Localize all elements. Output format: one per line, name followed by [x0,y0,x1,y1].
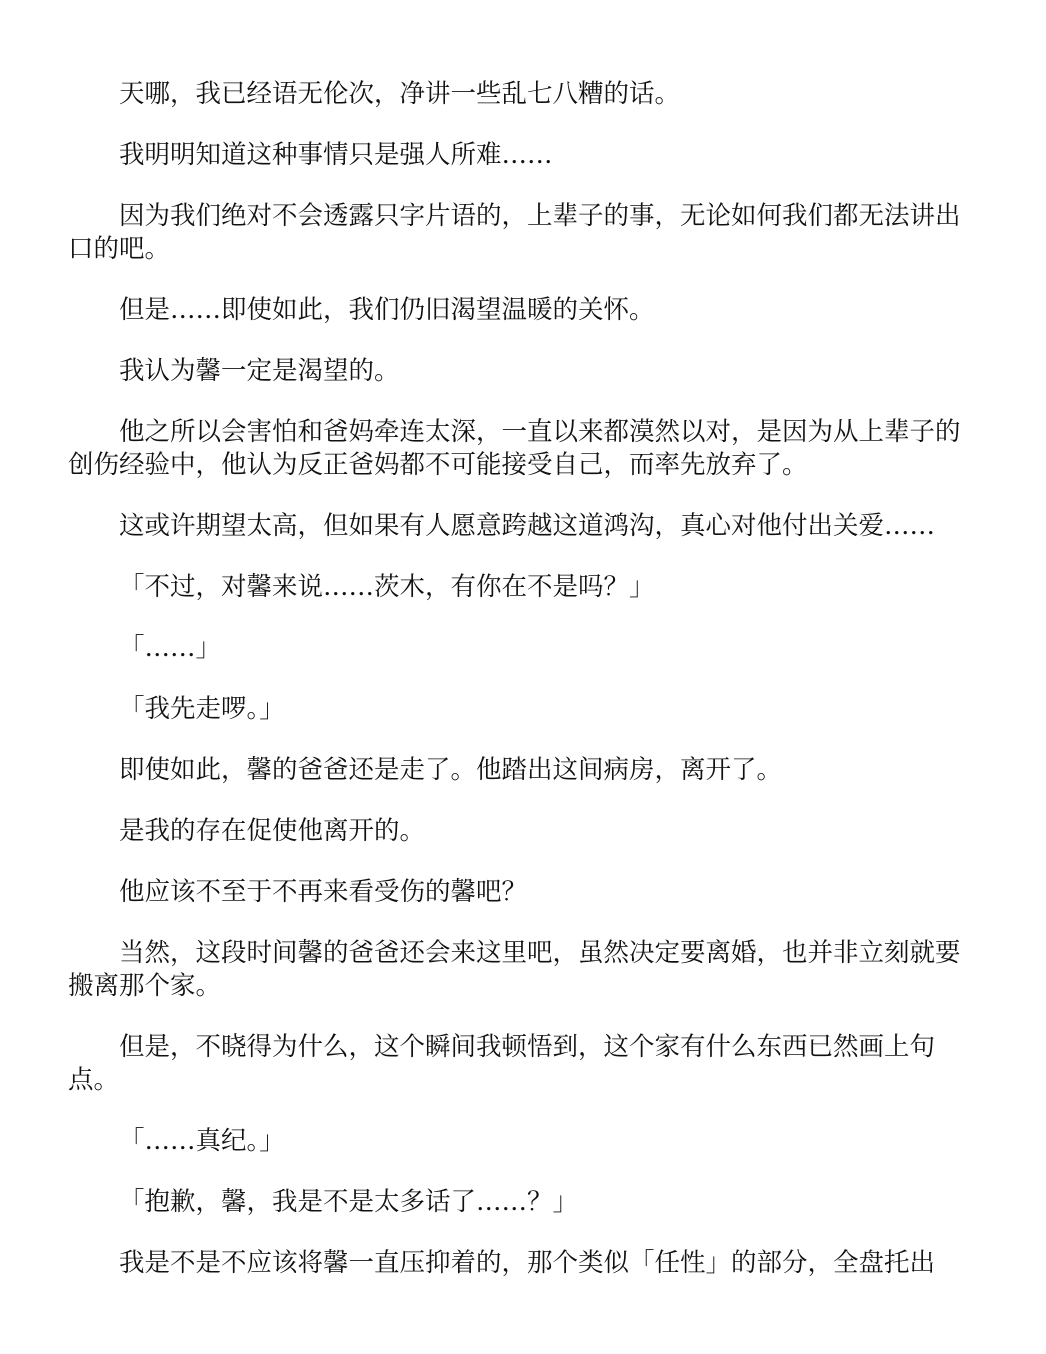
dialogue-line: 「……」 [119,633,222,663]
paragraph: 他应该不至于不再来看受伤的馨吧？ [119,877,528,907]
paragraph: 但是，不晓得为什么，这个瞬间我顿悟到，这个家有什么东西已然画上句点。 [68,1032,936,1095]
dialogue-line: 「我先走啰。」 [119,694,285,724]
paragraph: 是我的存在促使他离开的。 [119,816,426,846]
paragraph: 他之所以会害怕和爸妈牵连太深，一直以来都漠然以对，是因为从上辈子的创伤经验中，他认为反正爸妈都不可能接受自己，而率先放弃了。 [68,417,961,480]
dialogue-line: 「不过，对馨来说……茨木，有你在不是吗？」 [119,572,655,602]
paragraph: 我认为馨一定是渴望的。 [119,356,400,386]
dialogue-line: 「抱歉，馨，我是不是太多话了……？」 [119,1187,579,1217]
paragraph: 即使如此，馨的爸爸还是走了。他踏出这间病房，离开了。 [119,755,783,785]
paragraph: 我明明知道这种事情只是强人所难…… [119,140,553,170]
paragraph: 但是……即使如此，我们仍旧渴望温暖的关怀。 [119,295,655,325]
paragraph: 这或许期望太高，但如果有人愿意跨越这道鸿沟，真心对他付出关爱…… [119,511,936,541]
paragraph: 我是不是不应该将馨一直压抑着的，那个类似「任性」的部分，全盘托出 [119,1248,936,1278]
dialogue-line: 「……真纪。」 [119,1126,285,1156]
paragraph: 因为我们绝对不会透露只字片语的，上辈子的事，无论如何我们都无法讲出口的吧。 [68,201,961,264]
paragraph: 天哪，我已经语无伦次，净讲一些乱七八糟的话。 [119,79,681,109]
paragraph: 当然，这段时间馨的爸爸还会来这里吧，虽然决定要离婚，也并非立刻就要搬离那个家。 [68,938,961,1001]
